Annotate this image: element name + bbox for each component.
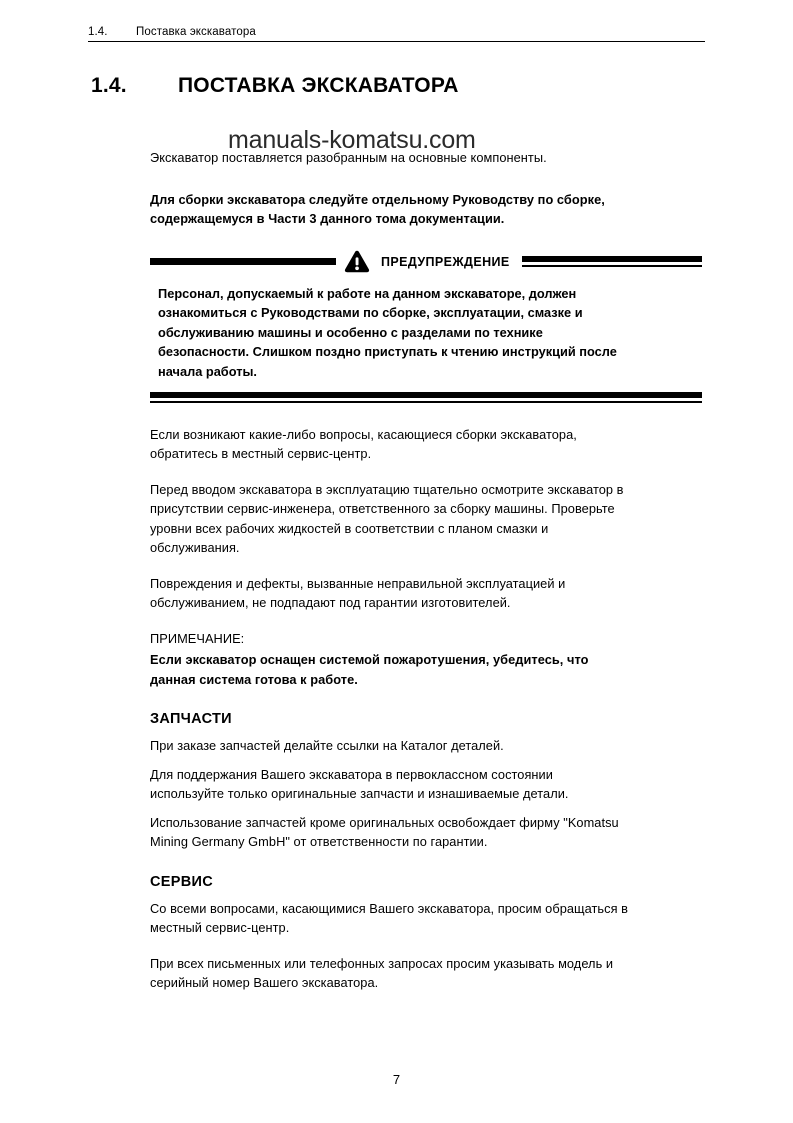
page-title (91, 74, 459, 98)
spare-parts-paragraph-2-line-2: используйте только оригинальные запчасти и изнашиваемые детали. (150, 786, 569, 801)
page-title-text: ПОСТАВКА ЭКСКАВАТОРА (178, 74, 459, 97)
note-line-2: данная система готова к работе. (150, 671, 358, 687)
spacer (150, 689, 702, 711)
spare-parts-paragraph-3-line-1: Использование запчастей кроме оригинальных освобождает фирму "Komatsu (150, 814, 619, 830)
warranty-paragraph-line-1: Повреждения и дефекты, вызванные неправильной эксплуатацией и (150, 575, 566, 591)
page-number: 7 (392, 1072, 401, 1087)
note-label: ПРИМЕЧАНИЕ: (150, 630, 245, 646)
assembly-note-line-1: Для сборки экскаватора следуйте отдельному Руководству по сборке, (150, 191, 605, 207)
warranty-paragraph-line-2: обслуживанием, не подпадают под гарантии изготовителей. (150, 595, 511, 610)
service-paragraph-1-line-2: местный сервис-центр. (150, 920, 290, 935)
warning-bar-right (522, 256, 702, 267)
warning-banner (150, 251, 702, 273)
warning-line-2: ознакомиться с Руководствами по сборке, эксплуатации, смазке и (158, 305, 583, 320)
inspection-paragraph-line-4: обслуживания. (150, 540, 240, 555)
spacer (150, 168, 702, 190)
inspection-paragraph-line-1: Перед вводом экскаватора в эксплуатацию тщательно осмотрите экскаватор в (150, 481, 624, 497)
warning-line-1: Персонал, допускаемый к работе на данном экскаваторе, должен (158, 285, 577, 301)
running-header-section-title: Поставка экскаватора (136, 26, 256, 38)
spacer (150, 890, 702, 899)
questions-paragraph-line-1: Если возникают какие-либо вопросы, касающиеся сборки экскаватора, (150, 426, 577, 442)
warning-block (150, 251, 702, 403)
spacer (150, 613, 702, 629)
assembly-note-line-2: содержащемуся в Части 3 данного тома документации. (150, 211, 505, 226)
running-header-row (88, 26, 705, 41)
warning-bar-left (150, 258, 336, 265)
inspection-paragraph-line-2: присутствии сервис-инженера, ответственного за сборку машины. Проверьте (150, 501, 615, 516)
spacer (150, 403, 702, 425)
warning-line-5: начала работы. (158, 363, 257, 379)
service-paragraph-2-line-2: серийный номер Вашего экскаватора. (150, 975, 379, 990)
running-header (88, 26, 705, 42)
service-heading: СЕРВИС (150, 873, 213, 890)
warning-line-4: безопасности. Слишком поздно приступать к чтению инструкций после (158, 344, 617, 359)
spacer (150, 804, 702, 813)
spare-parts-paragraph-2-line-1: Для поддержания Вашего экскаватора в первоклассном состоянии (150, 766, 553, 782)
spacer (150, 938, 702, 954)
warning-text (150, 273, 702, 391)
warning-bottom-rule (150, 392, 702, 403)
warning-line-3: обслуживанию машины и особенно с разделами по технике (158, 324, 543, 340)
spacer (150, 852, 702, 874)
spacer (150, 464, 702, 480)
spacer (150, 229, 702, 251)
service-paragraph-1-line-1: Со всеми вопросами, касающимися Вашего экскаватора, просим обращаться в (150, 900, 629, 916)
spacer (150, 558, 702, 574)
running-header-section-number: 1.4. (88, 26, 108, 38)
note-line-1: Если экскаватор оснащен системой пожаротушения, убедитесь, что (150, 652, 589, 667)
running-header-rule (88, 41, 705, 42)
warning-label: ПРЕДУПРЕЖДЕНИЕ (381, 254, 510, 269)
document-body (150, 148, 702, 993)
questions-paragraph-line-2: обратитесь в местный сервис-центр. (150, 446, 372, 461)
spare-parts-paragraph-1: При заказе запчастей делайте ссылки на Каталог деталей. (150, 738, 504, 753)
spare-parts-heading: ЗАПЧАСТИ (150, 711, 232, 727)
service-paragraph-2-line-1: При всех письменных или телефонных запросах просим указывать модель и (150, 955, 614, 971)
watermark-text: manuals-komatsu.com (228, 126, 476, 154)
inspection-paragraph-line-3: уровни всех рабочих жидкостей в соответствии с планом смазки и (150, 520, 549, 536)
spacer (150, 727, 702, 736)
spacer (150, 756, 702, 765)
intro-paragraph: Экскаватор поставляется разобранным на основные компоненты. (150, 150, 547, 165)
page-title-number: 1.4. (91, 74, 127, 97)
warning-triangle-icon (344, 250, 370, 273)
spare-parts-paragraph-3-line-2: Mining Germany GmbH" от ответственности по гарантии. (150, 834, 488, 849)
